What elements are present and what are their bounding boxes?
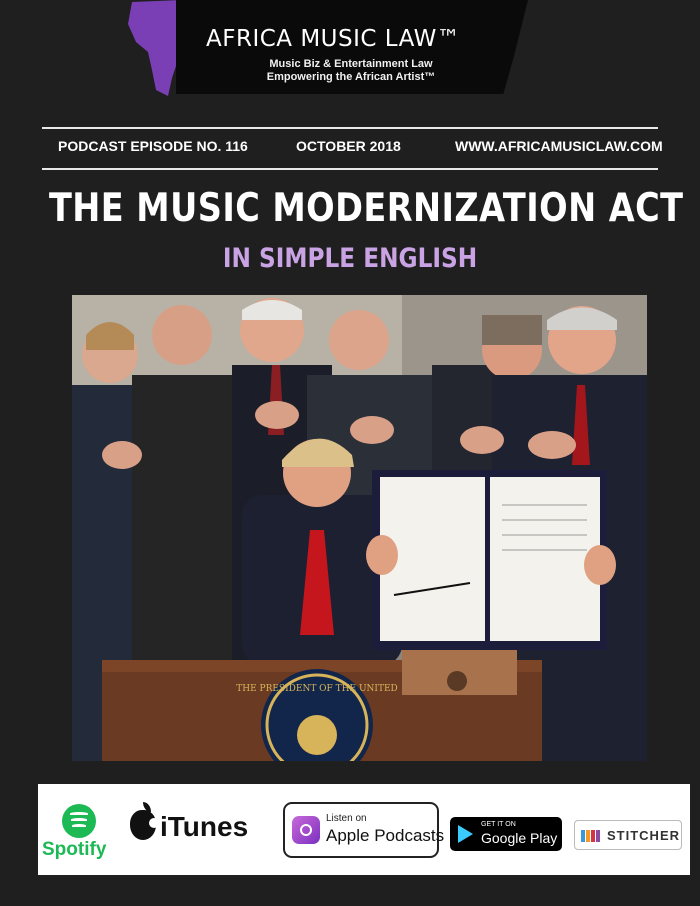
divider-bottom — [42, 168, 658, 170]
stitcher-label: STITCHER — [607, 828, 680, 843]
brand-tagline — [246, 58, 456, 84]
spotify-badge[interactable] — [42, 804, 118, 864]
apple-icon — [130, 810, 156, 840]
headline: THE MUSIC MODERNIZATION ACT — [49, 186, 684, 231]
spotify-icon — [62, 804, 96, 838]
divider-top — [42, 127, 658, 129]
brand-logo — [128, 0, 528, 96]
seal-text: THE PRESIDENT OF THE UNITED — [236, 684, 398, 694]
brand-title: AFRICA MUSIC LAW™ — [206, 26, 461, 52]
episode-number: PODCAST EPISODE NO. 116 — [58, 138, 248, 154]
apple-podcasts-label: Apple Podcasts — [326, 826, 445, 845]
podcasts-icon — [292, 816, 320, 844]
itunes-badge[interactable] — [130, 810, 248, 843]
google-play-caption: GET IT ON — [481, 821, 516, 828]
google-play-badge[interactable] — [450, 817, 562, 851]
google-play-label: Google Play — [481, 830, 558, 846]
signing-photo-illustration — [72, 295, 647, 761]
stitcher-icon — [581, 830, 603, 842]
apple-podcasts-caption: Listen on — [326, 813, 367, 824]
episode-date: OCTOBER 2018 — [296, 138, 401, 154]
spotify-label: Spotify — [42, 839, 107, 860]
signing-photo — [72, 295, 647, 761]
africa-map-icon — [128, 0, 184, 96]
brand-tagline-line-1: Music Biz & Entertainment Law — [269, 58, 433, 70]
itunes-label: iTunes — [160, 811, 249, 842]
apple-podcasts-badge[interactable] — [283, 802, 445, 858]
play-store-icon — [458, 825, 473, 843]
website-link[interactable]: WWW.AFRICAMUSICLAW.COM — [455, 138, 663, 154]
stitcher-badge[interactable] — [574, 820, 682, 850]
platform-strip — [38, 784, 690, 875]
subheadline: IN SIMPLE ENGLISH — [222, 243, 478, 274]
brand-tagline-line-2: Empowering the African Artist™ — [266, 71, 436, 83]
